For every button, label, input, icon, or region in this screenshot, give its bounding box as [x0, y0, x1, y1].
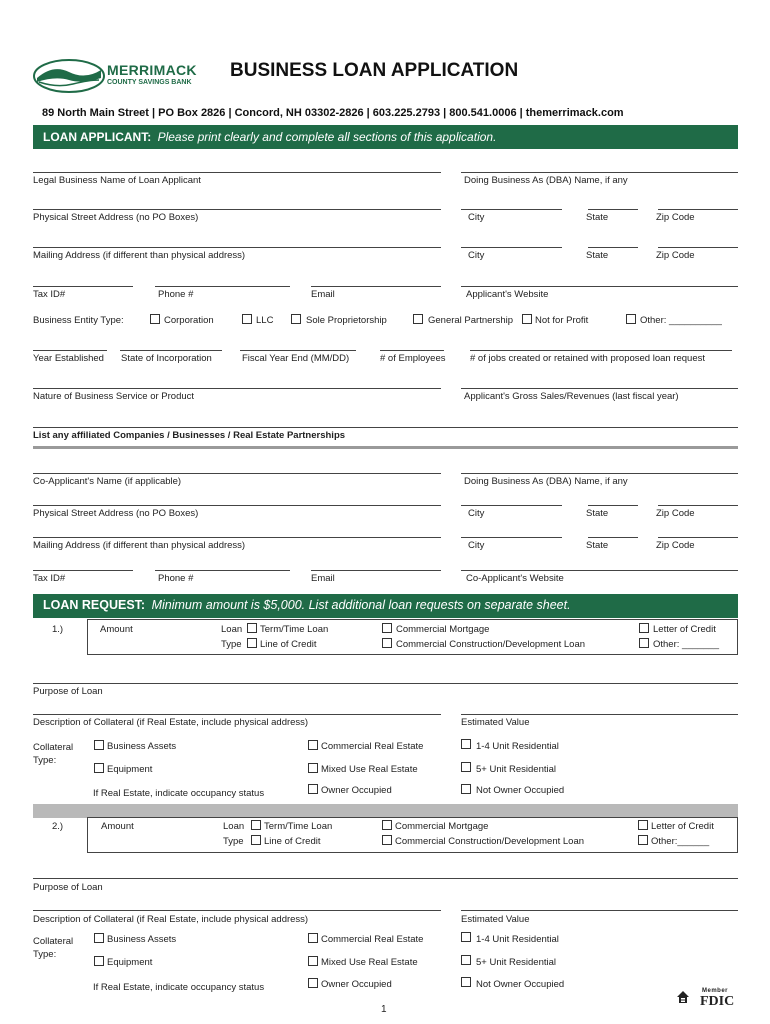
request-2-est-value-label: Estimated Value	[461, 914, 530, 925]
request-1-comm-re-checkbox[interactable]	[308, 740, 318, 750]
physical-address-label: Physical Street Address (no PO Boxes)	[33, 212, 199, 223]
request-1-letter-checkbox[interactable]	[639, 623, 649, 633]
year-established-label: Year Established	[33, 353, 104, 364]
request-1-not-owner-label: Not Owner Occupied	[476, 785, 565, 796]
dba-label: Doing Business As (DBA) Name, if any	[464, 175, 628, 186]
entity-other-checkbox[interactable]	[626, 314, 636, 324]
entity-type-label: Business Entity Type:	[33, 315, 124, 326]
request-2-occupancy-label: If Real Estate, indicate occupancy status	[93, 982, 265, 993]
coapplicant-website-label: Co-Applicant's Website	[466, 573, 564, 584]
state-incorporation-label: State of Incorporation	[121, 353, 212, 364]
request-1-business-assets-checkbox[interactable]	[94, 740, 104, 750]
request-2-loc-checkbox[interactable]	[251, 835, 261, 845]
entity-other-label: Other: __________	[640, 315, 722, 326]
nature-label: Nature of Business Service or Product	[33, 391, 195, 402]
entity-corporation-label: Corporation	[164, 315, 214, 326]
request-2-unit14-label: 1-4 Unit Residential	[476, 934, 559, 945]
website-label: Applicant's Website	[466, 289, 549, 300]
city-label: City	[468, 212, 485, 223]
coapplicant-dba-label: Doing Business As (DBA) Name, if any	[464, 476, 628, 487]
legal-name-label: Legal Business Name of Loan Applicant	[33, 175, 201, 186]
request-1-not-owner-checkbox[interactable]	[461, 784, 471, 794]
request-1-est-value-label: Estimated Value	[461, 717, 530, 728]
gross-sales-label: Applicant's Gross Sales/Revenues (last fiscal year)	[464, 391, 679, 402]
affiliated-label: List any affiliated Companies / Businesses / Real Estate Partnerships	[33, 430, 346, 441]
loan-request-instruction: Minimum amount is $5,000. List additional loan requests on separate sheet.	[151, 598, 571, 612]
request-2-business-assets-label: Business Assets	[107, 934, 177, 945]
request-1-collateral-desc-label: Description of Collateral (if Real Estate, include physical address)	[33, 717, 309, 728]
request-1-term-label: Term/Time Loan	[260, 624, 329, 635]
jobs-label: # of jobs created or retained with proposed loan request	[470, 353, 706, 364]
request-1-unit5-checkbox[interactable]	[461, 762, 471, 772]
mailing-address-label: Mailing Address (if different than physical address)	[33, 250, 246, 261]
request-1-other-label: Other: _______	[653, 639, 720, 650]
bank-address: 89 North Main Street | PO Box 2826 | Concord, NH 03302-2826 | 603.225.2793 | 800.541.0006 | themerrimack.com	[42, 107, 624, 119]
page-title: BUSINESS LOAN APPLICATION	[230, 60, 519, 81]
logo-name: MERRIMACK	[107, 62, 197, 78]
request-2-unit14-checkbox[interactable]	[461, 932, 471, 942]
request-2-collateral-desc-label: Description of Collateral (if Real Estate, include physical address)	[33, 914, 309, 925]
request-2-loan-label: Loan	[223, 821, 245, 832]
entity-partnership-checkbox[interactable]	[413, 314, 423, 324]
entity-nonprofit-label: Not for Profit	[535, 315, 589, 326]
equal-housing-icon	[676, 990, 690, 1004]
request-2-other-label: Other:______	[651, 836, 710, 847]
request-2-not-owner-label: Not Owner Occupied	[476, 979, 565, 990]
request-1-letter-label: Letter of Credit	[653, 624, 716, 635]
request-2-owner-occ-label: Owner Occupied	[321, 979, 392, 990]
coapplicant-mailing-city-label: City	[468, 540, 485, 551]
request-1-mixed-checkbox[interactable]	[308, 763, 318, 773]
request-2-comm-mortgage-checkbox[interactable]	[382, 820, 392, 830]
loan-request-heading: LOAN REQUEST:	[43, 598, 146, 612]
request-2-type-label: Type	[223, 836, 244, 847]
zip-label: Zip Code	[656, 212, 695, 223]
request-1-purpose-label: Purpose of Loan	[33, 686, 103, 697]
loan-applicant-heading: LOAN APPLICANT:	[43, 130, 152, 144]
request-1-term-checkbox[interactable]	[247, 623, 257, 633]
request-1-collateral-type-label: Type:	[33, 755, 57, 766]
coapplicant-mailing-label: Mailing Address (if different than physical address)	[33, 540, 246, 551]
request-2-loc-label: Line of Credit	[264, 836, 321, 847]
request-2-comm-construction-checkbox[interactable]	[382, 835, 392, 845]
request-2-mixed-label: Mixed Use Real Estate	[321, 957, 418, 968]
entity-llc-checkbox[interactable]	[242, 314, 252, 324]
tax-id-label: Tax ID#	[33, 289, 66, 300]
request-2-purpose-label: Purpose of Loan	[33, 882, 103, 893]
request-1-loc-checkbox[interactable]	[247, 638, 257, 648]
request-2-equipment-label: Equipment	[107, 957, 153, 968]
coapplicant-name-label: Co-Applicant's Name (if applicable)	[33, 476, 182, 487]
loan-applicant-instruction: Please print clearly and complete all sections of this application.	[157, 130, 497, 144]
request-2-term-label: Term/Time Loan	[264, 821, 333, 832]
member-label: Member	[702, 988, 729, 994]
request-2-owner-occ-checkbox[interactable]	[308, 978, 318, 988]
request-1-collateral-label: Collateral	[33, 742, 74, 753]
coapplicant-physical-label: Physical Street Address (no PO Boxes)	[33, 508, 199, 519]
entity-sole-prop-checkbox[interactable]	[291, 314, 301, 324]
request-2-comm-re-checkbox[interactable]	[308, 933, 318, 943]
request-2-business-assets-checkbox[interactable]	[94, 933, 104, 943]
loan-applicant-bar	[33, 125, 738, 149]
page-number: 1	[381, 1004, 387, 1015]
phone-label: Phone #	[158, 289, 194, 300]
coapplicant-state-label: State	[586, 508, 609, 519]
request-1-unit14-label: 1-4 Unit Residential	[476, 741, 559, 752]
request-2-unit5-label: 5+ Unit Residential	[476, 957, 557, 968]
entity-sole-prop-label: Sole Proprietorship	[306, 315, 387, 326]
request-2-mixed-checkbox[interactable]	[308, 956, 318, 966]
request-2-term-checkbox[interactable]	[251, 820, 261, 830]
fdic-logo: FDIC	[700, 994, 735, 1009]
request-1-owner-occ-checkbox[interactable]	[308, 784, 318, 794]
request-1-occupancy-label: If Real Estate, indicate occupancy status	[93, 788, 265, 799]
request-2-unit5-checkbox[interactable]	[461, 955, 471, 965]
request-2-number: 2.)	[52, 821, 64, 832]
loan-request-bar	[33, 594, 738, 618]
mailing-state-label: State	[586, 250, 609, 261]
request-2-letter-checkbox[interactable]	[638, 820, 648, 830]
entity-llc-label: LLC	[256, 315, 274, 326]
request-2-comm-re-label: Commercial Real Estate	[321, 934, 424, 945]
state-label: State	[586, 212, 609, 223]
request-1-unit5-label: 5+ Unit Residential	[476, 764, 557, 775]
email-label: Email	[311, 289, 335, 300]
request-2-letter-label: Letter of Credit	[651, 821, 714, 832]
coapplicant-mailing-zip-label: Zip Code	[656, 540, 695, 551]
request-1-number: 1.)	[52, 624, 64, 635]
request-2-amount-label: Amount	[101, 821, 134, 832]
request-1-comm-construction-label: Commercial Construction/Development Loan	[396, 639, 586, 650]
request-2-collateral-label: Collateral	[33, 936, 74, 947]
request-1-owner-occ-label: Owner Occupied	[321, 785, 392, 796]
request-1-other-checkbox[interactable]	[639, 638, 649, 648]
coapplicant-zip-label: Zip Code	[656, 508, 695, 519]
entity-partnership-label: General Partnership	[428, 315, 514, 326]
request-1-comm-construction-checkbox[interactable]	[382, 638, 392, 648]
employees-label: # of Employees	[380, 353, 446, 364]
request-1-comm-mortgage-label: Commercial Mortgage	[396, 624, 490, 635]
entity-corporation-checkbox[interactable]	[150, 314, 160, 324]
mailing-city-label: City	[468, 250, 485, 261]
request-divider	[33, 804, 738, 818]
request-2-other-checkbox[interactable]	[638, 835, 648, 845]
coapplicant-mailing-state-label: State	[586, 540, 609, 551]
request-1-unit14-checkbox[interactable]	[461, 739, 471, 749]
request-1-loc-label: Line of Credit	[260, 639, 317, 650]
request-1-equipment-checkbox[interactable]	[94, 763, 104, 773]
request-2-comm-mortgage-label: Commercial Mortgage	[395, 821, 489, 832]
coapplicant-city-label: City	[468, 508, 485, 519]
bank-logo	[33, 58, 203, 94]
logo-subtitle: COUNTY SAVINGS BANK	[107, 79, 192, 86]
request-1-type-label: Type	[221, 639, 242, 650]
request-1-amount-label: Amount	[100, 624, 133, 635]
request-2-collateral-type-label: Type:	[33, 949, 57, 960]
logo-emblem-icon	[33, 58, 105, 94]
request-2-equipment-checkbox[interactable]	[94, 956, 104, 966]
coapplicant-tax-id-label: Tax ID#	[33, 573, 66, 584]
request-2-comm-construction-label: Commercial Construction/Development Loan	[395, 836, 585, 847]
request-1-equipment-label: Equipment	[107, 764, 153, 775]
coapplicant-phone-label: Phone #	[158, 573, 194, 584]
request-1-comm-re-label: Commercial Real Estate	[321, 741, 424, 752]
request-2-not-owner-checkbox[interactable]	[461, 977, 471, 987]
mailing-zip-label: Zip Code	[656, 250, 695, 261]
fiscal-year-label: Fiscal Year End (MM/DD)	[242, 353, 350, 364]
entity-nonprofit-checkbox[interactable]	[522, 314, 532, 324]
coapplicant-email-label: Email	[311, 573, 335, 584]
request-1-mixed-label: Mixed Use Real Estate	[321, 764, 418, 775]
request-1-loan-label: Loan	[221, 624, 243, 635]
section-separator	[33, 446, 738, 449]
request-1-comm-mortgage-checkbox[interactable]	[382, 623, 392, 633]
request-1-business-assets-label: Business Assets	[107, 741, 177, 752]
